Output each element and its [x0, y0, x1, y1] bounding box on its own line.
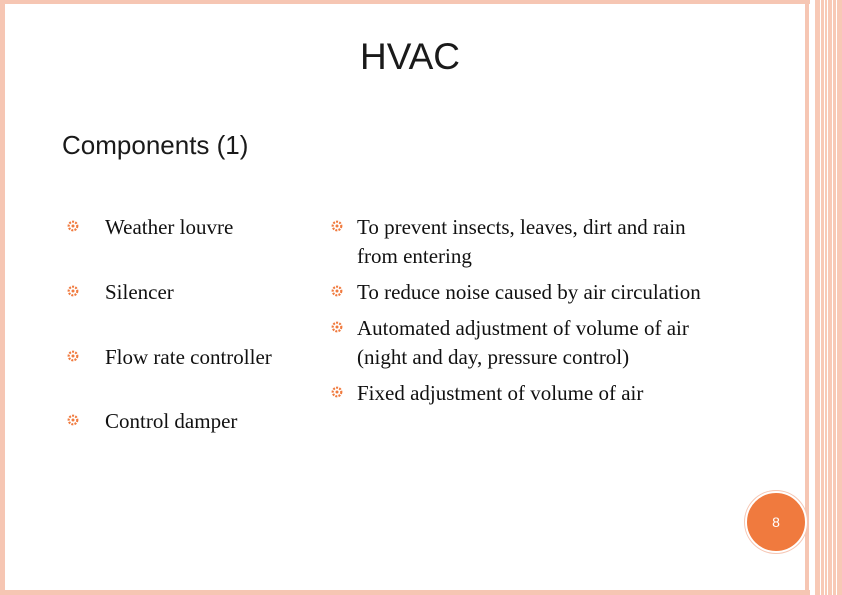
slide-frame-right — [805, 0, 809, 595]
component-label: Flow rate controller — [105, 345, 272, 369]
page-number-badge: 8 — [745, 491, 807, 553]
purpose-text-line: (night and day, pressure control) — [357, 345, 630, 369]
slide-frame-top — [0, 0, 810, 4]
slide-frame-left — [0, 0, 5, 595]
gear-bullet-icon — [67, 220, 79, 232]
gear-bullet-icon — [67, 350, 79, 362]
gear-bullet-icon — [331, 386, 343, 398]
gear-bullet-icon — [67, 285, 79, 297]
gear-bullet-icon — [331, 321, 343, 333]
slide-frame-bottom — [0, 590, 810, 595]
component-label: Weather louvre — [105, 215, 234, 239]
slide-decorative-band — [815, 0, 842, 595]
purpose-text-line: Automated adjustment of volume of air — [357, 316, 689, 340]
component-label: Silencer — [105, 280, 174, 304]
purpose-text-line: Fixed adjustment of volume of air — [357, 381, 644, 405]
gear-bullet-icon — [67, 414, 79, 426]
gear-bullet-icon — [331, 285, 343, 297]
component-label: Control damper — [105, 409, 238, 433]
slide-subtitle: Components (1) — [62, 130, 249, 160]
purpose-text-line: To reduce noise caused by air circulation — [357, 280, 701, 304]
slide-title: HVAC — [359, 36, 461, 77]
gear-bullet-icon — [331, 220, 343, 232]
purpose-text-line: from entering — [357, 244, 472, 268]
purpose-text-line: To prevent insects, leaves, dirt and rain — [357, 215, 686, 239]
